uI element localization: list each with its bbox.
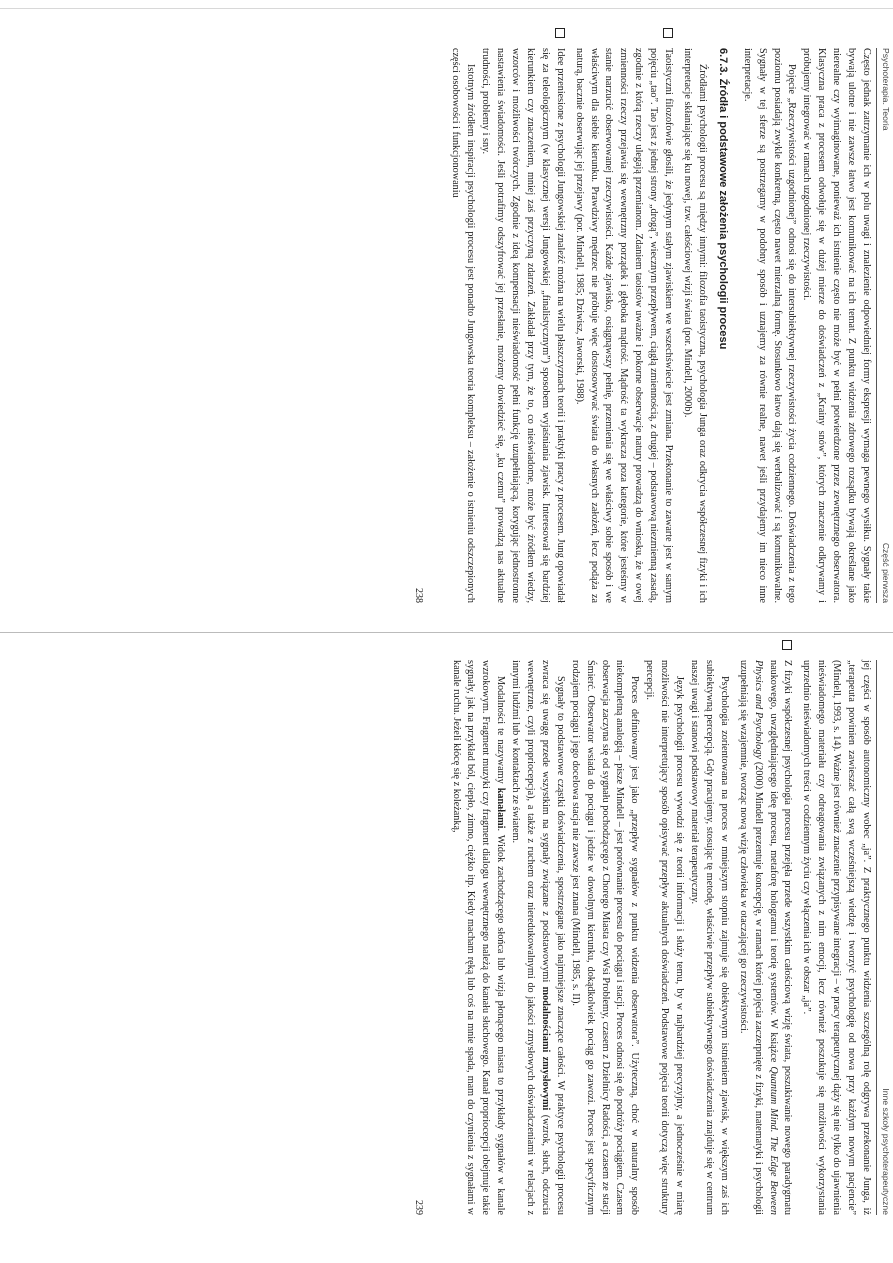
header-left: Psychoterapia. Teoria <box>881 48 891 131</box>
paragraph: Istotnym źródłem inspiracji psychologii procesu jest ponadto Jungowska teoria kompleksu – założenie o istnieniu odszczepionych części osobowości i funkcjonowaniu <box>450 48 477 603</box>
left-page <box>412 48 893 603</box>
section-title: 6.7.3. Źródła i podstawowe założenia psychologii procesu <box>716 48 729 350</box>
checkbox-bullet-icon <box>555 28 565 38</box>
bullet-item <box>571 48 675 603</box>
page-number: 238 <box>412 588 424 603</box>
right-page <box>412 660 893 1216</box>
paragraph: Język psychologii procesu wywodzi się z teorii informacji i służy temu, by w najbardziej precyzyjny, a jednocześnie w miarę możliwości nie interpretujący sposób opisywać przepływ aktualnych doświadczeń. Podstawowe pojęcia teorii dotyczą więc struktury percepcji. <box>644 660 686 1215</box>
paragraph: Psychologia zorientowana na proces w mniejszym stopniu zajmuje się obiektywnym istnieniem zjawisk, w większym zaś ich subiektywną percepcją. Gdy pracujemy, stosując tę metodę, właściwie przepływ subiektywnego doświadczenia znajduje się w centrum naszej uwagi i stanowi podstawowy materiał terapeutyczny. <box>689 660 730 1215</box>
checkbox-bullet-icon <box>663 28 673 38</box>
paragraph: Modalności te nazywamy kanałami. Widok zachodzącego słońca lub wizja płonącego miasta to przykłady sygnałów w kanale wzrokowym. Fragment muzyki czy fragment dialogu wewnętrznego należą do kanału słuchowego. Kanał propriocepcji obejmuje takie sygnały, jak na przykład ból, ciepło, zimno, ciężko itp. Kiedy macham ręką lub coś na mnie spada, mam do czynienia z sygnałami w kanale ruchu. Jeżeli kłócę się z koleżanką, <box>450 660 507 1215</box>
bullet-item <box>735 660 795 1215</box>
page-number: 239 <box>412 1200 424 1215</box>
bullet-text: Idee przeniesione z psychologii Jungowskiej znaleźć można na wielu płaszczyznach teorii i praktyki pracy z procesem. Jung opowiadał się za teleologicznym (w klasycznej wersji Jungowskiej „finalistycznym”) sposobem wyjaśniania zjawisk. Interesował się bardziej kierunkiem czy znaczeniem, mniej zaś przyczyną zdarzeń. Zakładał przy tym, że to, co nieświadome, może być źródłem wiedzy, wzorców i możliwości twórczych. Zgodnie z ideą kompensacji nieświadomość pełni funkcję uzupełniającą, korygując jednostronne nastawienia świadomości. Jeśli potrafimy odszyfrować jej przesłanie, możemy dowiedzieć się, „ku czemu” prowadzą nas aktualne trudności, problemy i sny. <box>480 48 566 603</box>
header-right: Część pierwsza <box>881 542 891 603</box>
bullet-text: Taoistyczni filozofowie głosili, że jedynym stałym zjawiskiem we wszechświecie jest zmiana. Przekonanie to zawarte jest w samym pojęciu „tao”. Tao jest z jednej strony „drogą”, wiecznym przepływem, ciągłą zmiennością, z drugiej – podstawową niezmienną zasadą, zgodnie z którą rzeczy ulegają przemianom. Zdaniem taoistów uważne i pokorne obserwacje natury prowadzą do wniosku, że w owej zmienności rzeczy przejawia się wewnętrzny porządek i głęboka mądrość. Mądrość ta wykracza poza kategorie, które jesteśmy w stanie narzucić obserwowanej rzeczywistości. Każde zjawisko, osiągnąwszy pełnię, przemienia się we właściwy sobie sposób i we właściwym dla siebie kierunku. Prawdziwy mędrzec nie próbuje więc dostosowywać świata do własnych założeń, lecz podąża za naturą, bacznie obserwując jej przejawy (por. Mindell, 1985; Dziwisz, Jaworski, 1988). <box>573 48 675 603</box>
header-right: Inne szkoły psychoterapeutyczne <box>881 1088 891 1215</box>
bullet-item <box>477 48 566 603</box>
bullet-text: Z fizyki współczesnej psychologia procesu przejęła przede wszystkim całościową wizję świata, poszukiwanie nowego paradygmatu naukowego, uwzględniającego ideę procesu, metaforę hologramu i teorię systemów. W książce Quantum Mind. The Edge Between Physics and Psychology (2000) Mindell prezentuje koncepcję, w ramach której pojęcia zaczerpnięte z fizyki, matematyki i psychologii uzupełniają się wzajemnie, tworząc nową wizję człowieka w otaczającej go rzeczywistości. <box>737 660 794 1216</box>
checkbox-bullet-icon <box>782 640 792 650</box>
running-header <box>876 660 893 1215</box>
paragraph: Proces definiowany jest jako „przepływ sygnałów z punktu widzenia obserwatora”. Użyteczną, choć w naturalny sposób niekompletną analogią – pisze Mindell – jest porównanie procesu do pociągu i stacji. Proces odnosi się do podróży pociągiem. Czasem obserwacja zaczyna się od sygnału pochodzącego z Chorego Miasta czy Wsi Problemy, czasem z Dzielnicy Radości, a czasem ze stacji Śmierć. Obserwator wsiada do pociągu i jedzie w dowolnym kierunku, dokądkolwiek pociąg go zawozi. Proces jest specyficznym rodzajem pociągu i jego docelowa stacja nie zawsze jest znana (Mindell, 1985, s. II). <box>569 660 641 1215</box>
paragraph: Sygnały to podstawowe cząstki doświadczenia, spostrzegane jako najmniejsze znaczące całości. W praktyce psychologii procesu zwraca się uwagę przede wszystkim na sygnały związane z podstawowymi modalnościami zmysłowymi (wzrok, słuch, odczucia wewnętrzne, czyli propriocepcja), a także z ruchem oraz nieredukowalnymi do jakości zmysłowych doświadczeniami w relacjach z innymi ludźmi lub w kontaktach ze światem. <box>510 660 566 1215</box>
paragraph: Często jednak zatrzymanie ich w polu uwagi i znalezienie odpowiedniej formy ekspresji wymaga pewnego wysiłku. Sygnały takie bywają ulotne i nie zawsze łatwo jest komunikować na ich temat. Z punktu widzenia zdrowego rozsądku bywają określane jako nierealne czy wyimaginowane, ponieważ ich istnienie często nie może być w pełni potwierdzone przez zewnętrznego obserwatora. Klasyczna praca z procesem odwołuje się w dużej mierze do doświadczeń z „Krainy snów”, których znaczenie odkrywamy i próbujemy integrować w ramach uzgodnionej rzeczywistości. <box>801 48 872 603</box>
paragraph: Pojęcie „Rzeczywistości uzgodnionej” odnosi się do intersubiektywnej rzeczywistości życia codziennego. Doświadczenia z tego poziomu posiadają zwykle konkretną, często nawet mierzalną formę. Stosunkowo łatwo dają się werbalizować i są komunikowalne. Sygnały w tej sferze są postrzegamy w podobny sposób i uznajemy za równie realne, nawet jeśli przydajemy im nieco inne interpretacje. <box>741 48 798 603</box>
running-header <box>876 48 893 603</box>
paragraph: jej części w sposób autonomiczny wobec „ja”. Z praktycznego punktu widzenia szczególną rolę odgrywa przekonanie Junga, iż „terapeuta powinien zawieszać całą swą wcześniejszą wiedzę i tworzyć psychologię od nowa przy każdym nowym pacjencie” (Mindell, 1993, s. 14). Ważne jest również znaczenie przypisywane integracji – w pracy terapeutycznej dąży się nie tylko do ujawnienia nieświadomego materiału czy odreagowania związanych z nim emocji, lecz również poszukuje się możliwości wykorzystania uprzednio nieświadomych treści w codziennym życiu czy włączenia ich w obszar „ja”. <box>801 660 872 1215</box>
paragraph: Źródłami psychologii procesu są między innymi: filozofia taoistyczna, psychologia Junga oraz odkrycia współczesnej fizyki i ich interpretacje skłaniające się ku nowej, tzw. całościowej wizji świata (por. Mindell, 2000b). <box>682 48 708 603</box>
